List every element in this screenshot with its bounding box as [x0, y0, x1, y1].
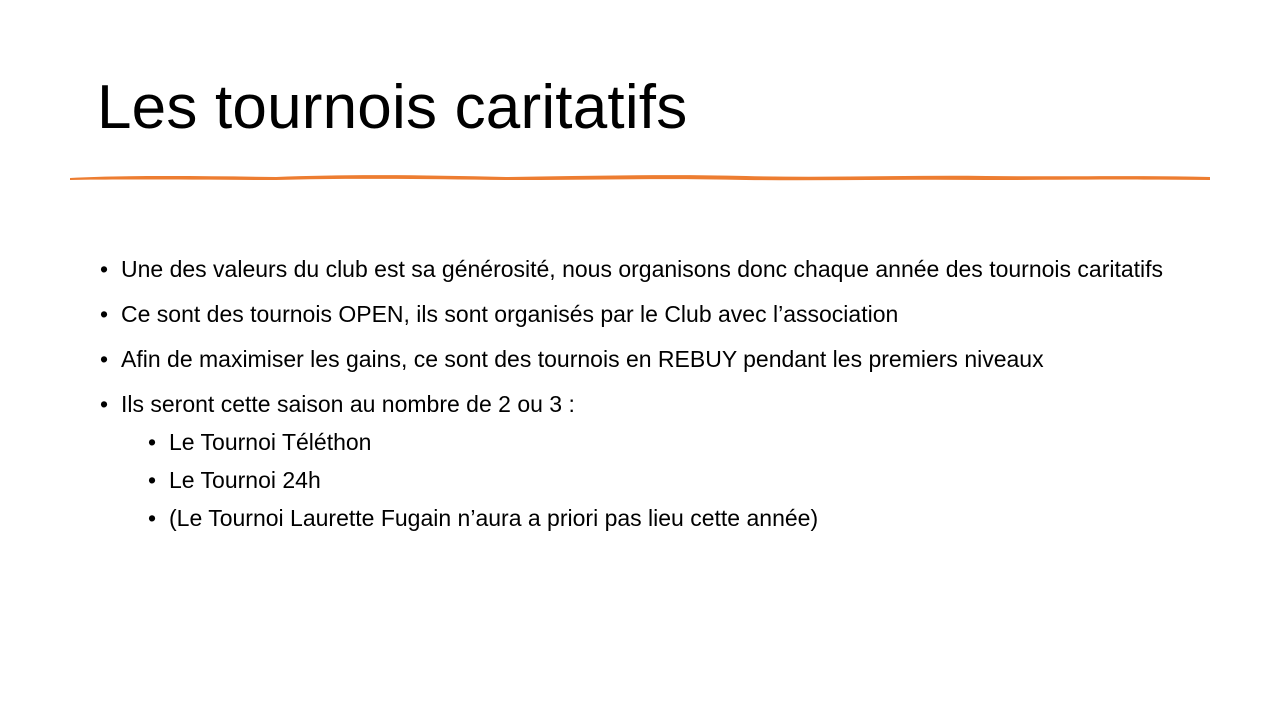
sub-bullet-text: Le Tournoi 24h [169, 467, 321, 493]
bullet-item [100, 299, 1220, 329]
bullet-marker: • [148, 467, 157, 493]
bullet-text: Une des valeurs du club est sa générosité, nous organisons donc chaque année des tournois caritatifs [121, 256, 1164, 282]
sub-bullet-item [121, 427, 1220, 457]
sub-bullet-item [121, 465, 1220, 495]
bullet-marker: • [148, 505, 157, 531]
bullet-item [100, 254, 1220, 284]
bullet-marker: • [148, 429, 157, 455]
bullet-list [100, 254, 1220, 541]
sub-bullet-item [121, 503, 1220, 533]
sub-bullet-text: (Le Tournoi Laurette Fugain n’aura a priori pas lieu cette année) [169, 505, 819, 531]
divider-stroke [70, 175, 1210, 180]
bullet-marker: • [100, 301, 109, 327]
sub-bullet-list [121, 427, 1220, 533]
bullet-marker: • [100, 391, 109, 417]
bullet-marker: • [100, 256, 109, 282]
bullet-text: Afin de maximiser les gains, ce sont des tournois en REBUY pendant les premiers niveaux [121, 346, 1044, 372]
bullet-item [100, 344, 1220, 374]
bullet-text: Ce sont des tournois OPEN, ils sont organisés par le Club avec l’association [121, 301, 899, 327]
bullet-text: Ils seront cette saison au nombre de 2 ou 3 : [121, 391, 575, 417]
title-divider-line [66, 168, 1214, 186]
bullet-item [100, 389, 1220, 533]
slide-title: Les tournois caritatifs [97, 73, 688, 142]
bullet-marker: • [100, 346, 109, 372]
sub-bullet-text: Le Tournoi Téléthon [169, 429, 372, 455]
